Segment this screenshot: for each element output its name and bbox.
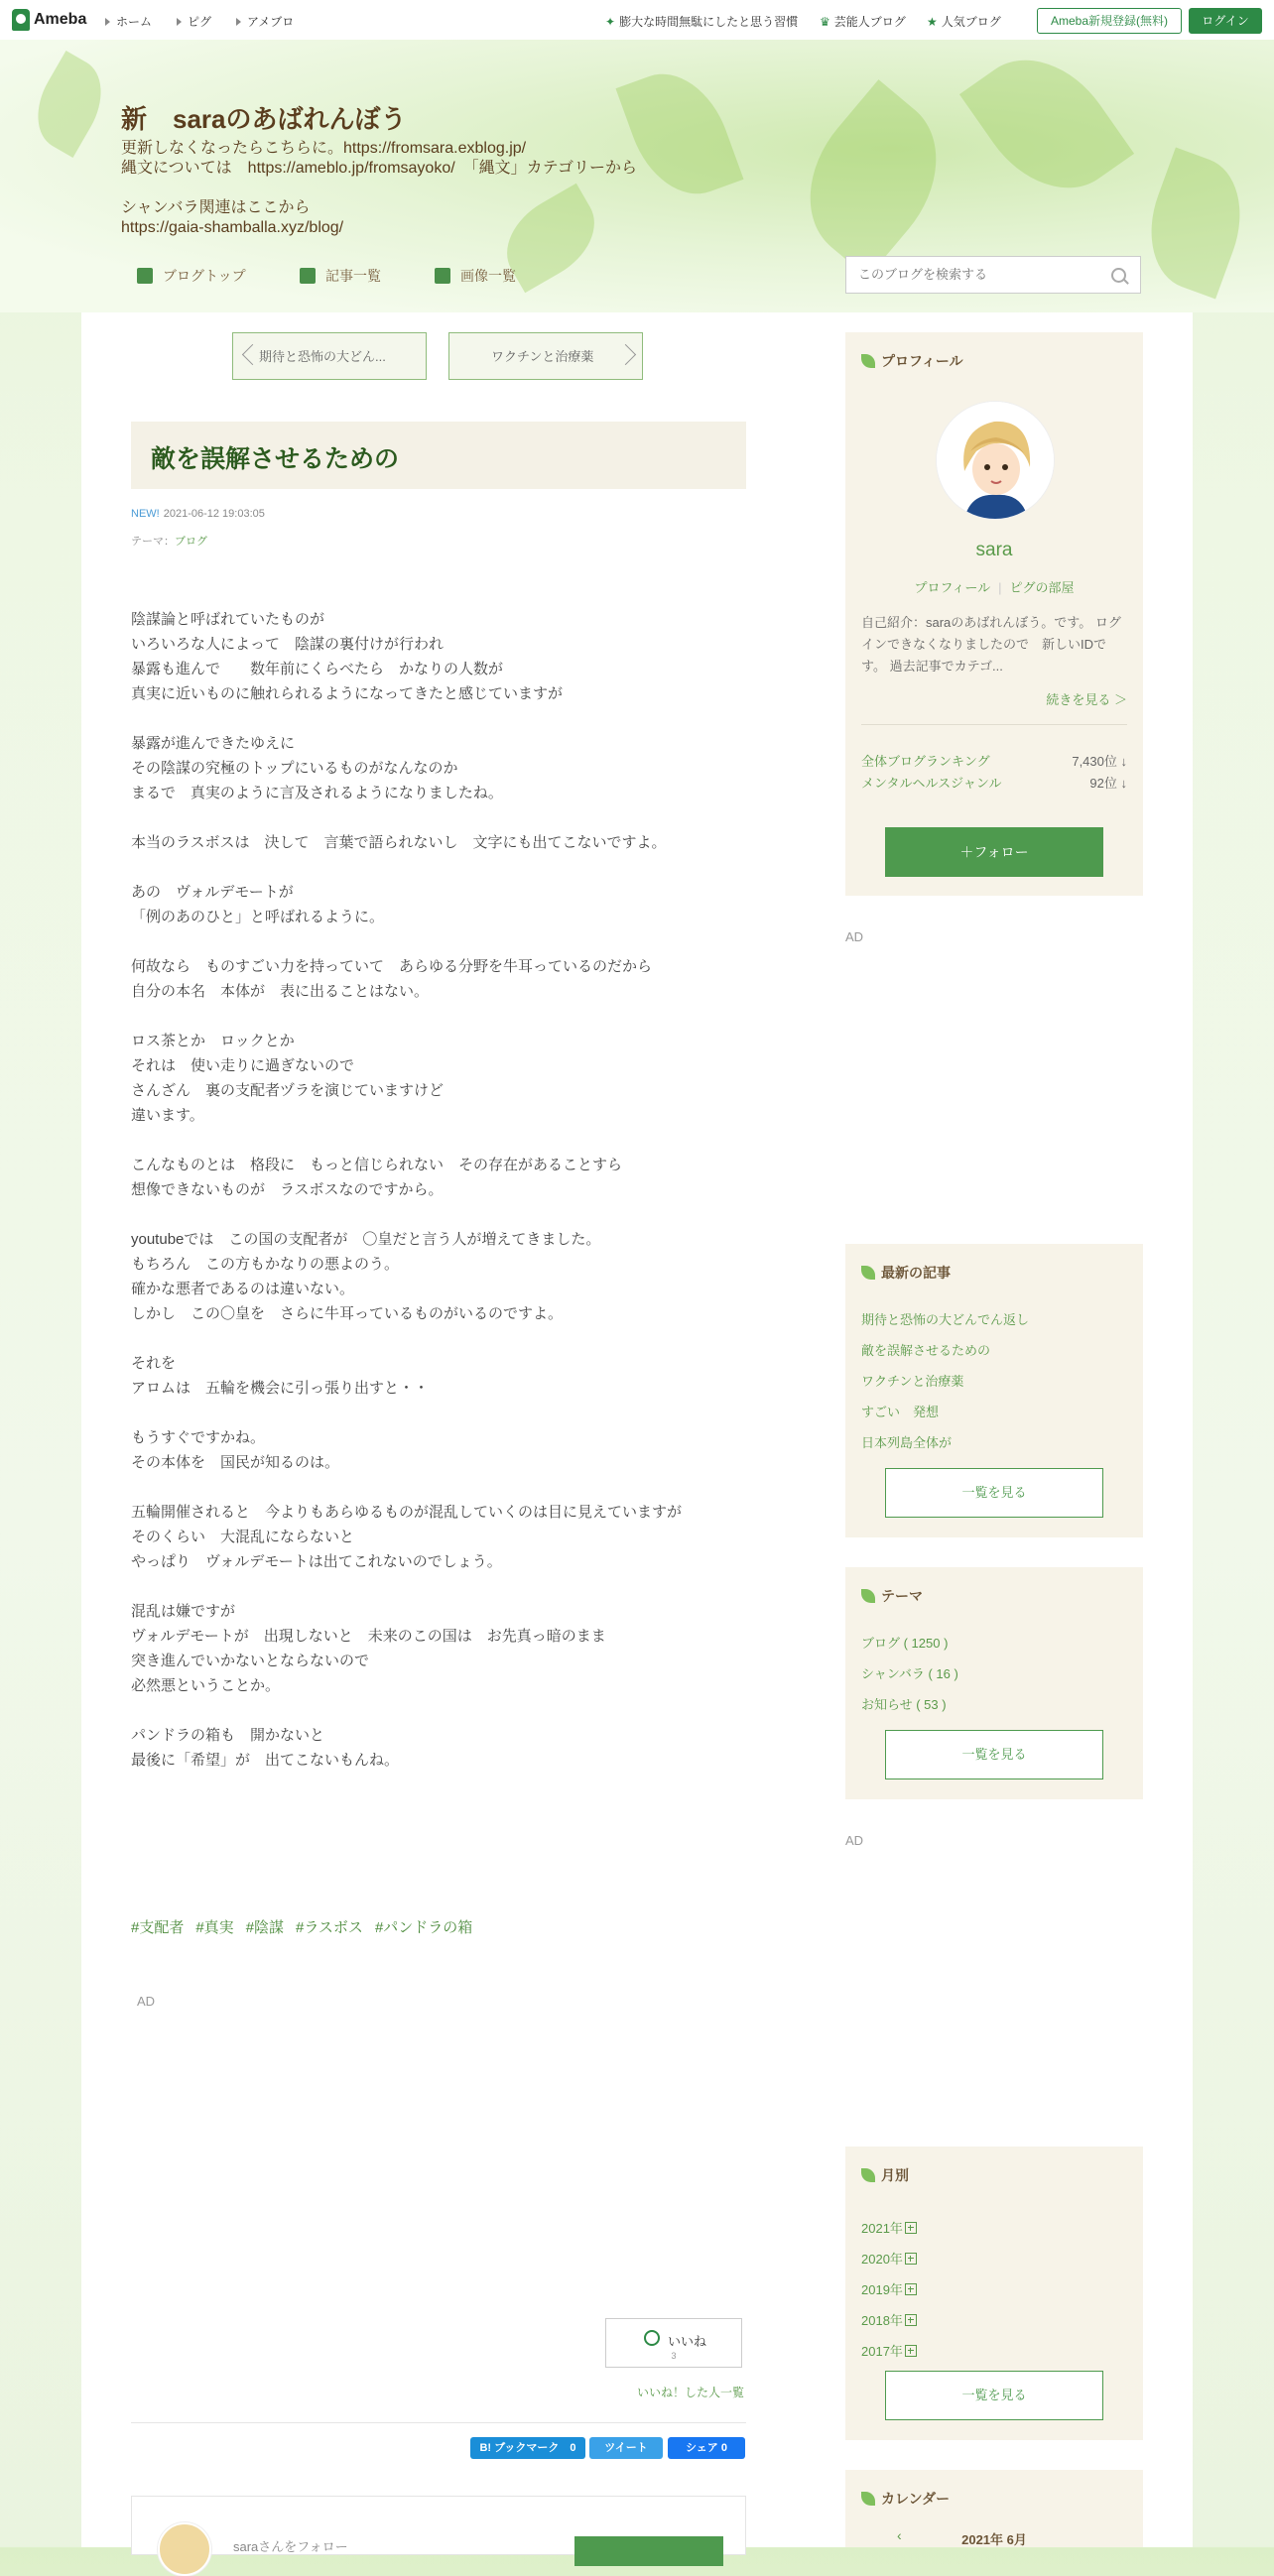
top-navigation-bar	[0, 0, 1274, 41]
month-label: 2018年	[861, 2313, 903, 2328]
month-link[interactable]	[861, 2212, 917, 2243]
hashtag-link[interactable]: #真実	[195, 1919, 234, 1936]
leaf-icon	[861, 1266, 875, 1280]
promo-link-habits[interactable]	[605, 13, 798, 30]
profile-link[interactable]: プロフィール	[914, 580, 991, 595]
paragraph: もうすぐですかね。 その本体を 国民が知るのは。	[131, 1429, 340, 1471]
paragraph: youtubeでは この国の支配者が 〇皇だと言う人が増えてきました。 もちろん この方もかなりの悪よのう。 確かな悪者であるのは違いない。 しかし この〇皇を さらに牛耳っているものがいるのですよ。	[131, 1231, 601, 1322]
theme-link[interactable]: ブログ ( 1250 )	[861, 1636, 949, 1651]
themes-heading-label: テーマ	[881, 1588, 923, 1604]
genre-ranking-label: メンタルヘルスジャンル	[861, 776, 1002, 791]
leaf-decoration	[22, 51, 118, 158]
paragraph: 何故なら ものすごい力を持っていて あらゆる分野を牛耳っているのだから 自分の本名 本体が 表に出ることはない。	[131, 958, 653, 1000]
follow-button[interactable]: ＋フォロー	[885, 827, 1103, 877]
divider	[861, 724, 1127, 725]
calendar-heading	[861, 2489, 950, 2509]
leaf-icon	[861, 354, 875, 368]
month-link[interactable]	[861, 2273, 917, 2304]
register-button[interactable]: Ameba新規登録(無料)	[1037, 8, 1182, 34]
leaf-icon	[861, 2168, 875, 2182]
expand-plus-icon[interactable]	[905, 2314, 917, 2326]
paragraph: あの ヴォルデモートが 「例のあのひと」と呼ばれるように。	[131, 884, 385, 925]
theme-link[interactable]: お知らせ ( 53 )	[861, 1697, 947, 1712]
login-button[interactable]: ログイン	[1189, 8, 1262, 34]
hatena-bookmark-button[interactable]: B! ブックマーク 0	[470, 2437, 585, 2459]
monthly-box	[845, 2147, 1143, 2440]
popular-blog-link[interactable]	[927, 13, 1001, 30]
paragraph: 陰謀論と呼ばれていたものが いろいろな人によって 陰謀の裏付けが行われ 暴露も進んで 数年前にくらべたら かなりの人数が 真実に近いものに触れられるようになってきたと感じていますが	[131, 611, 564, 702]
paragraph: こんなものとは 格段に もっと信じられない その存在があることすら 想像できないものが ラスボスなのですから。	[131, 1157, 623, 1198]
leaf-icon	[861, 1589, 875, 1603]
tab-entry-list-label: 記事一覧	[325, 268, 381, 284]
month-label: 2020年	[861, 2252, 903, 2267]
follow-card	[131, 2496, 746, 2555]
expand-plus-icon[interactable]	[905, 2222, 917, 2234]
recent-entry-link[interactable]: 日本列島全体が	[861, 1435, 953, 1450]
new-badge: NEW!	[131, 508, 160, 520]
recent-entry-link[interactable]: 期待と恐怖の大どんでん返し	[861, 1312, 1030, 1327]
calendar-prev-icon[interactable]: ‹	[897, 2527, 902, 2543]
expand-plus-icon[interactable]	[905, 2253, 917, 2265]
entry-title[interactable]: 敵を誤解させるための	[151, 445, 400, 473]
expand-plus-icon[interactable]	[905, 2345, 917, 2357]
like-count: 3	[671, 2351, 677, 2361]
month-label: 2021年	[861, 2221, 903, 2236]
theme-link[interactable]: シャンバラ ( 16 )	[861, 1666, 958, 1681]
paragraph: 暴露が進んできたゆえに その陰謀の究極のトップにいるものがなんなのか まるで 真実のように言及されるようになりましたね。	[131, 735, 503, 801]
tab-blog-top-label: ブログトップ	[163, 268, 246, 284]
genre-ranking[interactable]	[861, 773, 1127, 792]
profile-heading-label: プロフィール	[881, 353, 963, 369]
leaf-decoration	[959, 32, 1134, 216]
themes-box	[845, 1567, 1143, 1799]
genre-ranking-value: 92位 ↓	[1089, 776, 1127, 791]
nav-pigg-label: ピグ	[188, 15, 212, 29]
themes-view-all-button[interactable]: 一覧を見る	[885, 1730, 1103, 1779]
overall-ranking-value: 7,430位 ↓	[1072, 754, 1127, 769]
profile-name[interactable]: sara	[975, 540, 1013, 560]
paragraph: 混乱は嫌ですが ヴォルデモートが 出現しないと 未来のこの国は お先真っ暗のまま 突き進んでいかないとならないので 必然悪ということか。	[131, 1603, 606, 1694]
expand-plus-icon[interactable]	[905, 2283, 917, 2295]
month-link[interactable]	[861, 2243, 917, 2273]
recent-entry-link[interactable]: ワクチンと治療薬	[861, 1374, 964, 1389]
next-entry-link[interactable]	[448, 332, 643, 380]
chevron-right-icon	[615, 344, 636, 365]
recent-entries-box	[845, 1244, 1143, 1537]
leaf-icon	[861, 2492, 875, 2506]
profile-avatar[interactable]	[937, 402, 1054, 519]
nav-home-link[interactable]	[105, 13, 152, 30]
celebrity-blog-link[interactable]	[820, 13, 906, 30]
recent-entries-list	[861, 1309, 1029, 1463]
nav-ameblo-link[interactable]	[236, 13, 294, 30]
themes-heading	[861, 1586, 923, 1606]
triangle-right-icon	[105, 18, 110, 26]
profile-intro: 自己紹介：saraのあばれんぼう。です。 ログインできなくなりましたので 新しいIDです。 過去記事でカテゴ...	[861, 615, 1121, 674]
recent-view-all-button[interactable]: 一覧を見る	[885, 1468, 1103, 1518]
hashtag-link[interactable]: #陰謀	[245, 1919, 285, 1936]
camera-icon	[435, 268, 450, 284]
monthly-heading-label: 月別	[881, 2167, 909, 2183]
liked-users-link[interactable]: いいね！した人一覧	[637, 2386, 745, 2399]
profile-links	[845, 577, 1143, 596]
tab-image-list-label: 画像一覧	[460, 268, 516, 284]
monthly-list	[861, 2212, 917, 2366]
read-more-link[interactable]: 続きを見る ＞	[1046, 692, 1127, 707]
tab-blog-top[interactable]	[137, 266, 246, 286]
calendar-box	[845, 2470, 1143, 2547]
entry-body	[131, 607, 746, 1773]
theme-link[interactable]: ブログ	[175, 536, 207, 548]
avatar-illustration	[937, 402, 1054, 519]
monthly-heading	[861, 2165, 909, 2185]
profile-box	[845, 332, 1143, 896]
promo-link-habits-label: 膨大な時間無駄にしたと思う習慣	[619, 15, 799, 29]
recent-entry-link[interactable]: すごい 発想	[861, 1405, 940, 1419]
triangle-right-icon	[177, 18, 182, 26]
pigg-room-link[interactable]: ピグの部屋	[1009, 580, 1075, 595]
themes-list	[861, 1633, 958, 1725]
nav-home-label: ホーム	[116, 15, 153, 29]
month-label: 2017年	[861, 2344, 903, 2359]
blog-search-input[interactable]	[846, 257, 1108, 291]
profile-heading	[861, 351, 963, 371]
like-label: いいね	[668, 2334, 707, 2349]
separator: |	[998, 580, 1002, 595]
nav-pigg-link[interactable]	[177, 13, 211, 30]
facebook-share-button[interactable]: シェア 0	[668, 2437, 745, 2459]
nav-ameblo-label: アメブロ	[247, 15, 295, 29]
prev-entry-label: 期待と恐怖の大どん...	[259, 349, 386, 364]
ameba-logo-icon	[12, 9, 30, 31]
entry-theme	[131, 533, 207, 549]
blog-search-box	[845, 256, 1141, 294]
entry-meta	[131, 508, 265, 520]
desc-line: 縄文については https://ameblo.jp/fromsayoko/ 「縄文」カテゴリーから	[121, 160, 638, 177]
triangle-right-icon	[236, 18, 241, 26]
month-label: 2019年	[861, 2282, 903, 2297]
next-entry-label: ワクチンと治療薬	[491, 349, 594, 364]
divider	[131, 2422, 746, 2423]
document-icon	[137, 268, 153, 284]
monthly-view-all-button[interactable]: 一覧を見る	[885, 2371, 1103, 2420]
smile-icon	[644, 2330, 660, 2346]
popular-blog-label: 人気ブログ	[941, 15, 1001, 29]
entry-datetime: 2021-06-12 19:03:05	[163, 508, 265, 520]
like-button[interactable]	[605, 2318, 742, 2368]
recent-heading-label: 最新の記事	[881, 1265, 951, 1281]
follow-card-button[interactable]	[574, 2536, 723, 2566]
avatar	[158, 2522, 211, 2576]
hashtag-link[interactable]: #パンドラの箱	[374, 1919, 473, 1936]
paragraph: 本当のラスボスは 決して 言葉で語られないし 文字にも出てこないですよ。	[131, 834, 667, 851]
copy-icon	[300, 268, 316, 284]
hashtag-link[interactable]: #ラスボス	[296, 1919, 363, 1936]
leaf-decoration	[777, 79, 970, 278]
desc-line: シャンバラ関連はここから	[121, 199, 311, 216]
star-icon: ★	[927, 14, 938, 29]
prev-entry-link[interactable]	[232, 332, 427, 380]
celebrity-blog-label: 芸能人ブログ	[833, 15, 906, 29]
theme-label: テーマ：	[131, 536, 175, 548]
tab-entry-list[interactable]	[300, 266, 381, 286]
desc-line: 更新しなくなったらこちらに。https://fromsara.exblog.jp/	[121, 140, 527, 157]
sparkle-icon: ✦	[605, 14, 616, 29]
month-link[interactable]	[861, 2304, 917, 2335]
tab-image-list[interactable]	[435, 266, 516, 286]
month-link[interactable]	[861, 2335, 917, 2366]
crown-icon: ♛	[820, 14, 830, 29]
ad-label: AD	[137, 1994, 156, 2009]
ameba-logo[interactable]	[12, 9, 86, 31]
hashtag-link[interactable]: #支配者	[131, 1919, 185, 1936]
overall-ranking[interactable]	[861, 751, 1127, 770]
desc-line: https://gaia-shamballa.xyz/blog/	[121, 219, 344, 236]
paragraph: ロス茶とか ロックとか それは 使い走りに過ぎないので さんざん 裏の支配者ヅラを演じていますけど 違います。	[131, 1033, 445, 1124]
paragraph: パンドラの箱も 開かないと 最後に「希望」が 出てこないもんね。	[131, 1727, 400, 1769]
recent-heading	[861, 1263, 951, 1283]
twitter-share-button[interactable]: ツイート	[589, 2437, 663, 2459]
blog-description	[121, 139, 637, 238]
paragraph: それを アロムは 五輪を機会に引っ張り出すと・・	[131, 1355, 430, 1397]
leaf-decoration	[1131, 148, 1259, 300]
calendar-month: 2021年 6月	[961, 2532, 1027, 2547]
ameba-logo-text: Ameba	[34, 11, 87, 28]
paragraph: 五輪開催されると 今よりもあらゆるものが混乱していくのは目に見えていますが そのくらい 大混乱にならないと やっぱり ヴォルデモートは出てこれないのでしょう。	[131, 1504, 683, 1570]
sidebar-ad-label: AD	[845, 1833, 864, 1848]
follow-text: saraさんをフォロー	[233, 2539, 348, 2554]
recent-entry-link[interactable]: 敵を誤解させるための	[861, 1343, 991, 1358]
entry-title-box	[131, 422, 746, 489]
overall-ranking-label: 全体ブログランキング	[861, 754, 990, 769]
sidebar-ad-label: AD	[845, 929, 864, 944]
hashtag-list	[131, 1916, 484, 1937]
blog-title[interactable]: 新 saraのあばれんぼう	[121, 104, 407, 134]
search-icon[interactable]	[1111, 268, 1126, 283]
calendar-heading-label: カレンダー	[881, 2491, 951, 2507]
